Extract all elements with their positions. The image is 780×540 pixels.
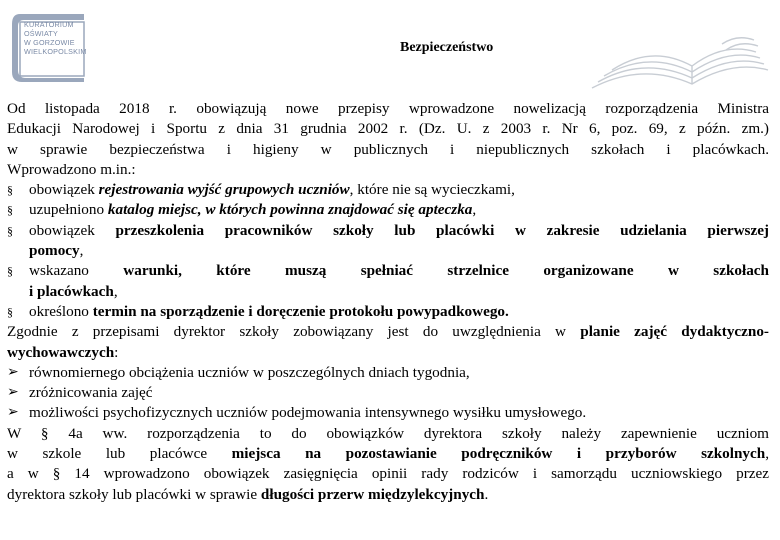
paragraph-line: w sprawie bezpieczeństwa i higieny w publicznych i niepublicznych szkołach i placówkach. [7,140,769,158]
paragraph-text: Zgodnie z przepisami dyrektor szkoły zobowiązany jest do uwzględnienia w [7,323,581,341]
paragraph-line [7,444,769,464]
arrow-bullet-icon: ➢ [7,385,19,401]
logo-line-4: WIELKOPOLSKIM [24,47,87,56]
bullet-bold-text: katalog miejsc, w których powinna znajdować się apteczka [107,201,473,219]
arrow-item-text: możliwości psychofizycznych uczniów podejmowania intensywnego wysiłku umysłowego. [29,404,587,422]
document-body [7,99,769,505]
logo-line-2: OŚWIATY [24,29,59,38]
arrow-bullet-icon: ➢ [7,364,19,380]
bullet-marker: § [7,304,13,319]
paragraph-line: Wprowadzono m.in.: [7,160,136,178]
bullet-item [7,180,769,200]
bullet-text: obowiązek [29,181,99,199]
bullet-text: uzupełniono [29,201,108,219]
arrow-item [7,383,769,403]
paragraph-bold-text: miejsca na pozostawianie podręczników i przyborów szkolnych [231,445,766,463]
bullet-marker: § [7,183,13,198]
page-title: Bezpieczeństwo [400,40,494,55]
paragraph-line: Edukacji Narodowej i Sportu z dnia 31 grudnia 2002 r. (Dz. U. z 2003 r. Nr 6, poz. 69, z późn. zm.) [7,120,769,138]
paragraph-line [7,485,769,505]
bullet-marker: § [7,223,13,238]
paragraph-line: Od listopada 2018 r. obowiązują nowe przepisy wprowadzone nowelizacją rozporządzenia Ministra [7,100,769,117]
bullet-text: , [472,201,477,219]
bullet-item [7,221,769,241]
paragraph-text: , [765,445,770,463]
bullet-bold-text: które muszą spełniać strzelnice organizowane w szkołach [181,262,769,280]
paragraph-line: a w § 14 wprowadzono obowiązek zasięgnięcia opinii rady rodziców i samorządu uczniowskiego przez [7,465,769,483]
paragraph-bold-text: długości przerw międzylekcyjnych [260,485,485,503]
bullet-continuation [7,241,769,261]
arrow-item-text: zróżnicowania zajęć [29,384,153,402]
bullet-marker: § [7,264,13,279]
arrow-item-text: równomiernego obciążenia uczniów w poszczególnych dniach tygodnia, [29,363,470,381]
bullet-text: określono [29,302,93,320]
bullet-text: obowiązek [29,221,116,239]
paragraph-text: . [484,485,489,503]
arrow-item [7,363,769,383]
kuratorium-logo [6,8,87,80]
bullet-item [7,302,769,322]
paragraph-line [7,343,769,363]
logo-line-3: W GORZOWIE [24,38,75,47]
logo-text [24,20,86,56]
bullet-text: wskazano [29,262,124,280]
paragraph-text: dyrektora szkoły lub placówki w sprawie [7,485,261,503]
open-book-icon [572,32,772,98]
bullet-bold-text: termin na sporządzenie i doręczenie protokołu powypadkowego. [92,302,509,320]
paragraph-bold-text: planie zajęć dydaktyczno- [580,323,769,341]
bullet-text: , [79,242,84,260]
bullet-text: , które nie są wycieczkami, [349,181,515,199]
bullet-continuation [7,282,769,302]
logo-line-1: KURATORIUM [24,20,74,29]
paragraph-text: w szkole lub placówce [7,445,232,463]
paragraph-line [7,322,769,342]
arrow-item [7,403,769,423]
bullet-text: , [113,282,118,300]
paragraph-text: : [114,343,119,361]
bullet-item [7,261,769,281]
bullet-bold-text: pomocy [29,242,80,260]
paragraph-line: W § 4a ww. rozporządzenia to do obowiązków dyrektora szkoły należy zapewnienie uczniom [7,424,769,442]
bullet-bold-text: rejestrowania wyjść grupowych uczniów [98,181,350,199]
bullet-bold-text: i placówkach [29,282,114,300]
bullet-item [7,200,769,220]
bullet-bold-text: warunki, [123,262,182,280]
arrow-bullet-icon: ➢ [7,405,19,421]
bullet-marker: § [7,203,13,218]
paragraph-bold-text: wychowawczych [7,343,115,361]
bullet-bold-text: przeszkolenia pracowników szkoły lub placówki w zakresie udzielania pierwszej [115,221,769,239]
